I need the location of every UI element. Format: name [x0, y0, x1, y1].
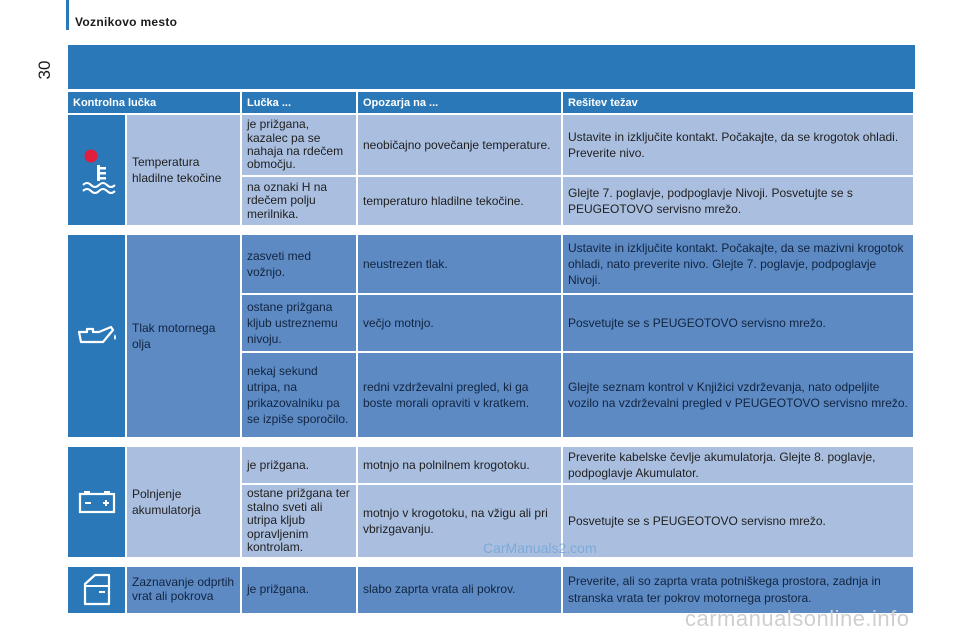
lamp-state: ostane prižgana ter stalno sveti ali utripa kljub opravljenim kontrolam.: [242, 485, 358, 558]
lamp-warns: temperaturo hladilne tekočine.: [358, 177, 563, 227]
door-open-icon: [68, 572, 125, 608]
oil-pressure-icon: [68, 322, 125, 350]
lamp-warns: motnjo v krogotoku, na vžigu ali pri vbrizgavanju.: [358, 485, 563, 558]
table-row: [68, 447, 915, 485]
table-banner: [68, 45, 915, 89]
lamp-name: Polnjenje akumulatorja: [127, 447, 242, 559]
lamp-solution: Glejte seznam kontrol v Knjižici vzdrževanja, nato odpeljite vozilo na vzdrževalni pregled v PEUGEOTOVO servisno mrežo.: [563, 353, 915, 439]
lamp-state: je prižgana, kazalec pa se nahaja na rdečem območju.: [242, 115, 358, 177]
lamp-state: je prižgana.: [242, 447, 358, 485]
table-row: [68, 235, 915, 295]
icon-cell: [68, 115, 127, 227]
table-row: [68, 115, 915, 177]
table-header-row: [68, 92, 915, 115]
icon-cell: [68, 235, 127, 439]
lamp-warns: motnjo na polnilnem krogotoku.: [358, 447, 563, 485]
page-number: 30: [35, 60, 54, 80]
lamp-solution: Posvetujte se s PEUGEOTOVO servisno mrežo.: [563, 295, 915, 353]
lamp-solution: Preverite kabelske čevlje akumulatorja. Glejte 8. poglavje, podpoglavje Akumulator.: [563, 447, 915, 485]
lamp-name: Temperatura hladilne tekočine: [127, 115, 242, 227]
lamp-state: zasveti med vožnjo.: [242, 235, 358, 295]
lamp-state: je prižgana.: [242, 567, 358, 615]
center-watermark: CarManuals2.com: [483, 540, 597, 556]
corner-watermark: carmanualsonline.info: [685, 606, 910, 631]
coolant-temperature-icon: [68, 145, 125, 195]
column-header-state: Lučka ...: [242, 92, 358, 115]
lamp-warns: neobičajno povečanje temperature.: [358, 115, 563, 177]
lamp-warns: slabo zaprta vrata ali pokrov.: [358, 567, 563, 615]
lamp-warns: večjo motnjo.: [358, 295, 563, 353]
column-header-warns: Opozarja na ...: [358, 92, 563, 115]
column-header-solution: Rešitev težav: [563, 92, 915, 115]
warning-lights-table: [68, 92, 915, 615]
page-edge-bar: [66, 0, 69, 30]
lamp-solution: Ustavite in izključite kontakt. Počakajte, da se mazivni krogotok ohladi, nato preverite nivo. Glejte 7. poglavje, podpoglavje Nivoji.: [563, 235, 915, 295]
lamp-solution: Posvetujte se s PEUGEOTOVO servisno mrežo.: [563, 485, 915, 558]
battery-icon: [68, 488, 125, 516]
lamp-state: na oznaki H na rdečem polju merilnika.: [242, 177, 358, 227]
section-title: Voznikovo mesto: [75, 15, 178, 29]
lamp-warns: neustrezen tlak.: [358, 235, 563, 295]
lamp-solution: Glejte 7. poglavje, podpoglavje Nivoji. Posvetujte se s PEUGEOTOVO servisno mrežo.: [563, 177, 915, 227]
column-header-lamp: Kontrolna lučka: [68, 92, 242, 115]
icon-cell: [68, 447, 127, 559]
icon-cell: [68, 567, 127, 615]
lamp-solution: Ustavite in izključite kontakt. Počakajte, da se krogotok ohladi. Preverite nivo.: [563, 115, 915, 177]
lamp-state: nekaj sekund utripa, na prikazovalniku pa se izpiše sporočilo.: [242, 353, 358, 439]
lamp-name: Tlak motornega olja: [127, 235, 242, 439]
lamp-solution: Preverite, ali so zaprta vrata potniškega prostora, zadnja in stranska vrata ter pokrov motornega prostora.: [563, 567, 915, 615]
lamp-state: ostane prižgana kljub ustreznemu nivoju.: [242, 295, 358, 353]
lamp-name: Zaznavanje odprtih vrat ali pokrova: [127, 567, 242, 615]
lamp-warns: redni vzdrževalni pregled, ki ga boste morali opraviti v kratkem.: [358, 353, 563, 439]
